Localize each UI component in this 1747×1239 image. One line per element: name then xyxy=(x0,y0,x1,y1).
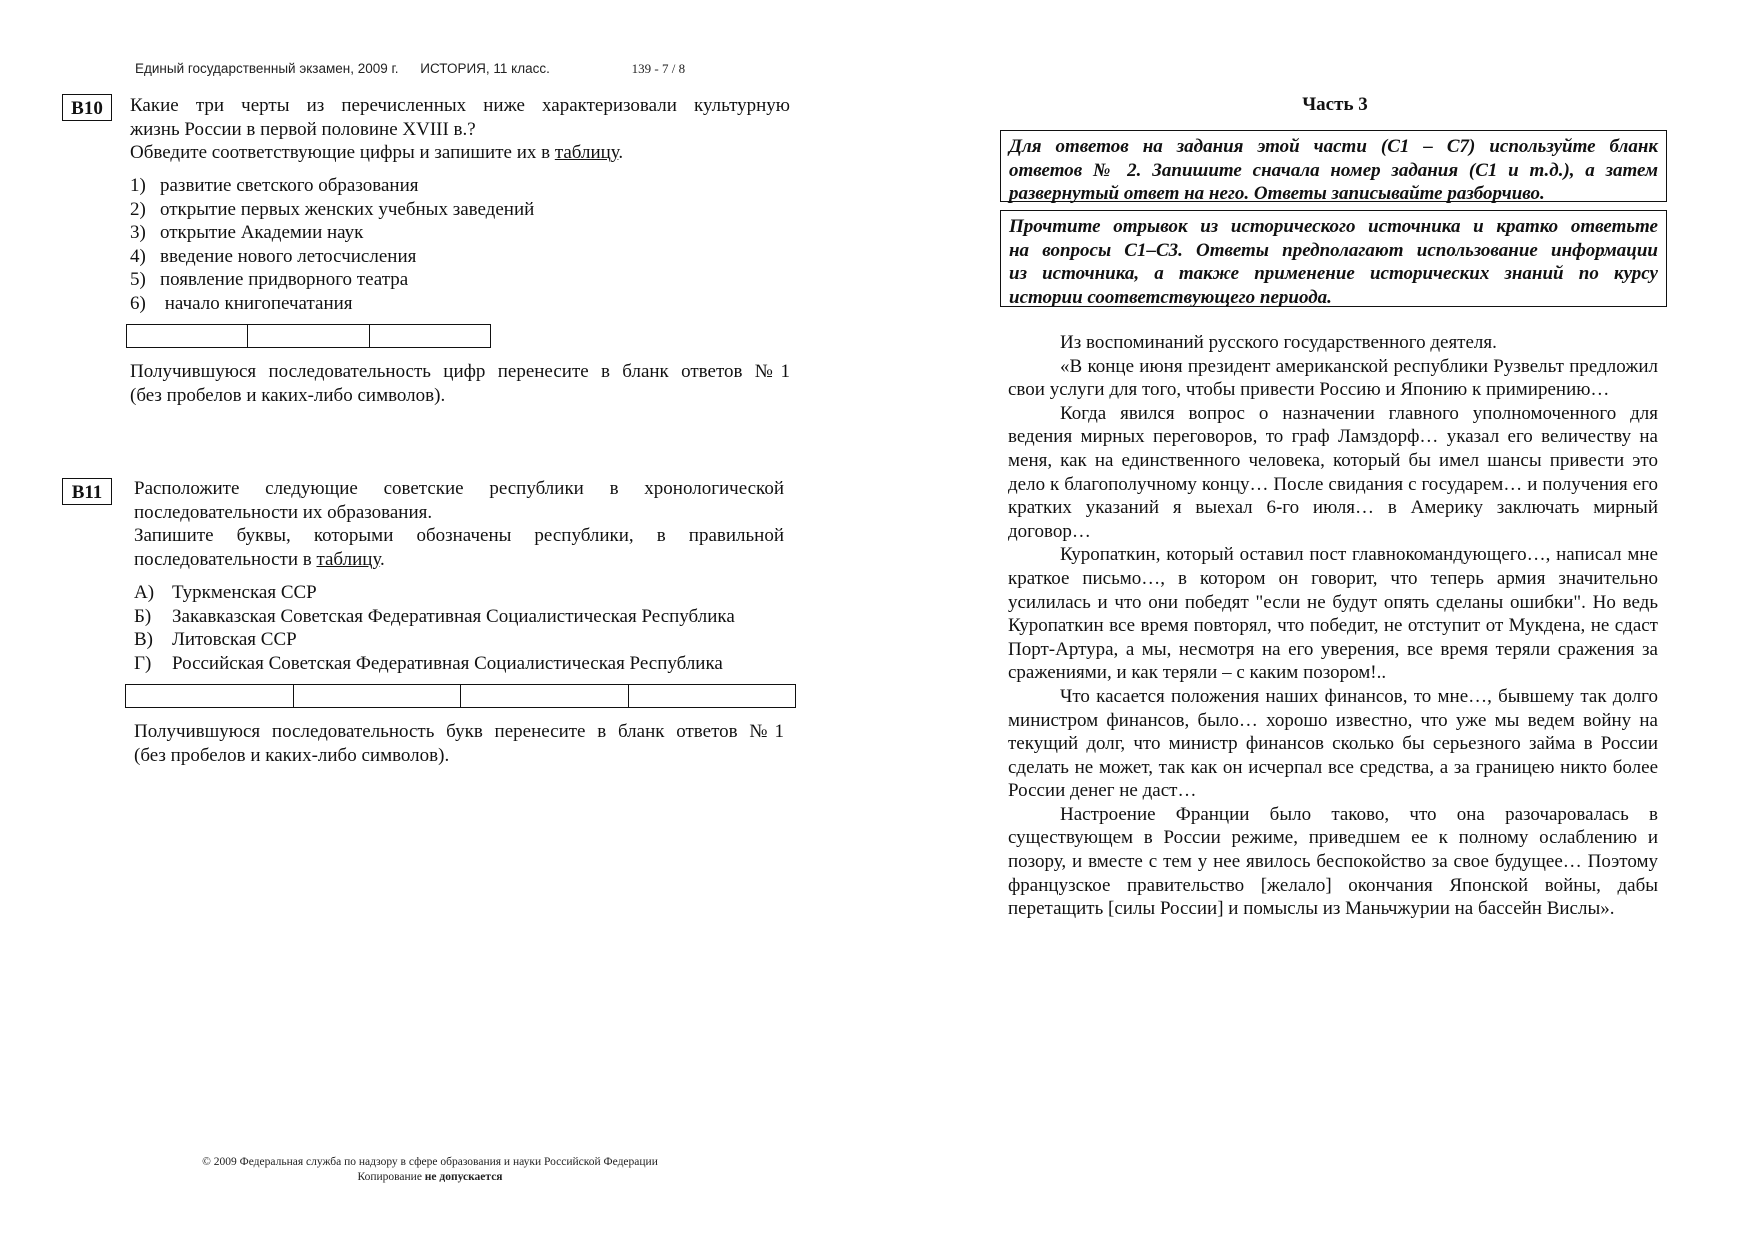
option-letter: Б) xyxy=(134,605,152,627)
exam-title: Единый государственный экзамен, 2009 г. xyxy=(135,61,399,76)
copy-prefix: Копирование xyxy=(357,1171,425,1183)
source-paragraph: Настроение Франции было таково, что она разочаровалась в существующем в России режиме, приведшем ее к полному ослаблению и позору, и вместе с тем у нее явилось беспокойство за свое будущее… Поэтому французское правительство [желало] окончания Японской войны, дабы перетащить [силы России] и помыслы из Маньчжурии на бассейн Вислы». xyxy=(1008,803,1658,920)
option-number: 6) xyxy=(130,292,146,314)
option-text: Литовская ССР xyxy=(172,629,297,650)
subject-label: ИСТОРИЯ, 11 класс. xyxy=(420,61,550,76)
option-number: 1) xyxy=(130,175,146,196)
answer-cell[interactable] xyxy=(369,325,490,348)
source-paragraph: «В конце июня президент американской республики Рузвельт предложил свои услуги для того, чтобы привести Россию и Японию к примирению… xyxy=(1008,355,1658,401)
source-task-line: на вопросы С1–С3. Ответы предполагают использование информации xyxy=(1009,239,1658,261)
option-letter: Г) xyxy=(134,652,152,674)
part3-instructions-box xyxy=(1000,130,1667,202)
b10-question-line: жизнь России в первой половине XVIII в.? xyxy=(130,118,476,140)
b11-option xyxy=(134,581,735,605)
b11-transfer-line: Получившуюся последовательность букв перенесите в бланк ответов №1 xyxy=(134,721,784,742)
b10-question xyxy=(130,94,790,165)
source-paragraph: Куропаткин, который оставил пост главнокомандующего…, написал мне краткое письмо…, в котором он говорит, что теперь армия значительно усилилась и что они победят "если не будут опять сделаны ошибки". Но ведь Куропаткин все время повторял, что победит, не отступит от Мукдена, не сдаст Порт-Артура, а мы, несмотря на его уверения, все время теряли сражения за сражениями, и как теряли – с каким позором!.. xyxy=(1008,544,1658,684)
b10-option xyxy=(130,174,534,198)
copyright-notice: © 2009 Федеральная служба по надзору в сфере образования и науки Российской Федерации xyxy=(202,1156,658,1168)
b11-option xyxy=(134,605,735,629)
option-number: 5) xyxy=(130,269,146,290)
option-text: начало книгопечатания xyxy=(160,292,353,314)
table-link: таблицу xyxy=(554,142,619,163)
option-number: 2) xyxy=(130,198,146,220)
task-code-b10: В10 xyxy=(62,94,112,121)
copy-restriction xyxy=(130,1170,730,1185)
b10-option xyxy=(130,268,534,292)
source-task-line: истории соответствующего периода. xyxy=(1009,286,1332,308)
b11-question xyxy=(134,477,784,571)
b11-answer-table xyxy=(125,684,796,708)
b11-transfer-note xyxy=(134,720,784,767)
option-letter: В) xyxy=(134,629,153,650)
answer-cell[interactable] xyxy=(628,685,796,708)
instructions-line: ответов № 2. Запишите сначала номер задания (С1 и т.д.), а затем xyxy=(1009,159,1658,181)
b10-option xyxy=(130,292,534,316)
b11-option xyxy=(134,652,735,676)
answer-cell[interactable] xyxy=(461,685,629,708)
b11-question-line: Расположите следующие советские республики в хронологической xyxy=(134,478,784,499)
option-text: Российская Советская Федеративная Социалистическая Республика xyxy=(172,652,723,674)
b11-option xyxy=(134,628,735,652)
answer-cell[interactable] xyxy=(293,685,461,708)
source-task-box xyxy=(1000,210,1667,307)
option-number: 4) xyxy=(130,245,146,267)
b11-instruction-line xyxy=(134,548,784,572)
b11-instruction-line: Запишите буквы, которыми обозначены республики, в правильной xyxy=(134,525,784,546)
b10-options xyxy=(130,174,534,315)
option-text: появление придворного театра xyxy=(160,269,409,290)
source-task-line: из источника, а также применение исторических знаний по курсу xyxy=(1009,263,1658,284)
option-text: открытие первых женских учебных заведений xyxy=(160,198,535,220)
answer-cell[interactable] xyxy=(126,685,294,708)
instructions-line: Для ответов на задания этой части (С1 – С7) используйте бланк xyxy=(1009,136,1658,157)
b11-transfer-line: (без пробелов и каких-либо символов). xyxy=(134,744,450,766)
option-number: 3) xyxy=(130,222,146,243)
page-header xyxy=(135,61,685,77)
source-task-line: Прочтите отрывок из исторического источника и кратко ответьте xyxy=(1009,216,1658,237)
b10-instruction xyxy=(130,141,790,165)
option-text: Закавказская Советская Федеративная Социалистическая Республика xyxy=(172,605,735,627)
b10-transfer-note xyxy=(130,360,790,407)
source-paragraph: Что касается положения наших финансов, то мне…, бывшему так долго министром финансов, было… хорошо известно, что уже мы ведем войну на текущий долг, что министр финансов сколько бы серьезного займа в России сделать не может, так как он исчерпал все средства, а за границею никто более России денег не даст… xyxy=(1008,685,1658,802)
part-title: Часть 3 xyxy=(1302,94,1368,115)
option-letter: А) xyxy=(134,582,155,603)
instructions-line: развернутый ответ на него. Ответы записывайте разборчиво. xyxy=(1009,183,1545,204)
b11-instruction-text: последовательности в xyxy=(134,548,317,570)
option-text: введение нового летосчисления xyxy=(160,245,417,267)
copy-bold: не допускается xyxy=(424,1171,503,1183)
answer-cell[interactable] xyxy=(127,325,248,348)
b10-option xyxy=(130,245,534,269)
page-number: 139 - 7 / 8 xyxy=(631,61,686,76)
b10-answer-table xyxy=(126,324,491,348)
b10-instruction-end: . xyxy=(618,142,624,163)
b10-option xyxy=(130,198,534,222)
table-link: таблицу xyxy=(316,548,381,570)
b10-transfer-line: (без пробелов и каких-либо символов). xyxy=(130,384,446,406)
option-text: Туркменская ССР xyxy=(172,582,317,603)
b10-transfer-line: Получившуюся последовательность цифр перенесите в бланк ответов №1 xyxy=(130,361,790,382)
source-title: Из воспоминаний русского государственного деятеля. xyxy=(1060,332,1497,353)
option-text: развитие светского образования xyxy=(160,175,419,196)
b10-question-line: Какие три черты из перечисленных ниже характеризовали культурную xyxy=(130,95,790,116)
answer-cell[interactable] xyxy=(248,325,369,348)
historical-source xyxy=(1008,331,1658,921)
b10-option xyxy=(130,221,534,245)
option-text: открытие Академии наук xyxy=(160,222,364,243)
page-footer xyxy=(130,1155,730,1185)
task-code-b11: В11 xyxy=(62,478,112,505)
b11-question-line: последовательности их образования. xyxy=(134,501,433,523)
source-paragraph: Когда явился вопрос о назначении главного уполномоченного для ведения мирных переговоров, то граф Ламздорф… указал его величеству на меня, как на единственного человека, который бы имел шансы привести это дело к благополучному концу… После свидания с государем… и получения его кратких указаний я выехал 6-го июля… в Америку заключать мирный договор… xyxy=(1008,402,1658,542)
b11-options xyxy=(134,581,735,675)
b11-instruction-end: . xyxy=(380,548,385,570)
b10-instruction-text: Обведите соответствующие цифры и запишите их в xyxy=(130,142,555,163)
